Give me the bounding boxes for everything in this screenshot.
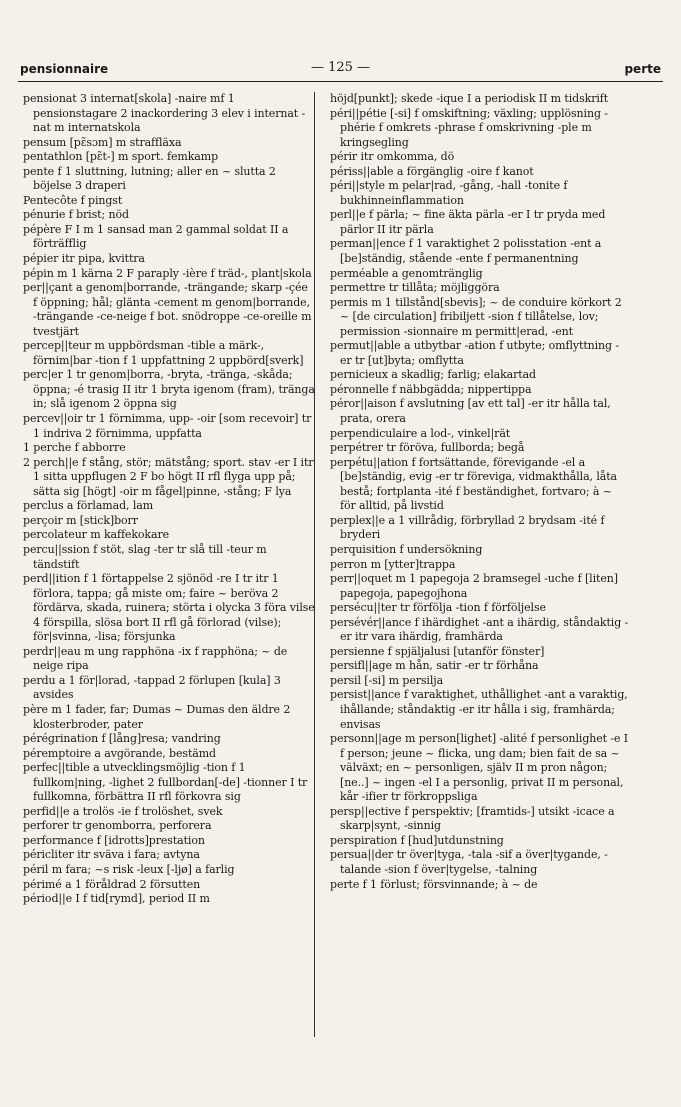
dictionary-entry: perron m [ytter]trappa [330,557,456,571]
dictionary-entry: pensum [pɛ̃sɔm] m straffläxa [23,135,182,149]
dictionary-entry: péremptoire a avgörande, bestämd [23,746,217,760]
dictionary-entry: persévér||ance f ihärdighet -ant a ihärdig, ståndaktig -er itr vara ihärdig, framhärda [330,615,629,644]
dictionary-entry: percolateur m kaffekokare [23,528,170,542]
dictionary-entry: père m 1 fader, far; Dumas ~ Dumas den äldre 2 klosterbroder, pater [23,702,294,731]
dictionary-entry: percu||ssion f stöt, slag -ter tr slå till -teur m tändstift [23,542,270,571]
dictionary-entry: pérégrination f [lång]resa; vandring [23,732,221,746]
dictionary-entry: persist||ance f varaktighet, uthållighet -ant a varaktig, ihållande; ståndaktig -er itr hålla i sig, framhärda; envisas [330,688,632,731]
dictionary-entry: höjd[punkt]; skede -ique I a periodisk II m tidskrift [330,92,609,105]
dictionary-entry: percep||teur m uppbördsman -tible a märk-, förnim|bar -tion f 1 uppfattning 2 uppbörd[sverk] [23,339,304,367]
dictionary-entry: persifl||age m hån, satir -er tr förhåna [330,659,539,673]
dictionary-entry: perspiration f [hud]utdunstning [330,833,504,847]
page-number: — 125 — [310,60,371,75]
column-divider [314,92,315,1037]
dictionary-entry: péronnelle f näbbgädda; nippertippa [330,382,532,396]
dictionary-entry: per||çant a genom|borrande, -trängande; skarp -çée f öppning; hål; glänta -cement m genom|borrande, -trängande -ce-neige f bot. snödroppe -ce-oreille m tvestjärt [23,281,315,338]
dictionary-entry: perte f 1 förlust; försvinnande; à ~ de [330,877,538,891]
header-right-word: perte [624,62,661,76]
dictionary-entry: perd||ition f 1 förtappelse 2 sjönöd -re I tr itr 1 förlora, tappa; gå miste om; faire ~ beröva 2 fördärva, skada, ruinera; störta i olycka 3 föra vilse 4 förspilla, slösa bort II rfl gå förlorad (vilse); för|svinna, -lisa; försjunka [23,572,319,644]
dictionary-entry: pépère F I m 1 sansad man 2 gammal soldat II a förträfflig [23,222,292,251]
dictionary-entry: Pentecôte f pingst [23,193,123,207]
dictionary-entry: pénurie f brist; nöd [23,208,129,222]
left-column [23,92,319,907]
dictionary-entry: perfec||tible a utvecklingsmöjlig -tion f 1 fullkom|ning, -lighet 2 fullbordan[-de] -tionner I tr fullkomna, förbättra II rfl förkovra sig [23,761,311,804]
dictionary-entry: pépin m 1 kärna 2 F paraply -ière f träd-, plant|skola [23,266,312,280]
dictionary-entry: perclus a förlamad, lam [23,499,154,513]
dictionary-entry: persécu||ter tr förfölja -tion f förföljelse [330,601,546,615]
dictionary-entry: 2 perch||e f stång, stör; mätstång; sport. stav -er I itr 1 sitta uppflugen 2 F bo högt II rfl flyga upp på; sätta sig [högt] -oir m fågel|pinne, -stång; F lya [23,455,317,498]
dictionary-entry: perman||ence f 1 varaktighet 2 polisstation -ent a [be]ständig, stående -ente f permanentning [330,237,605,266]
dictionary-entry: perl||e f pärla; ~ fine äkta pärla -er I tr pryda med pärlor II itr pärla [330,208,609,236]
dictionary-entry: perdu a 1 för|lorad, -tappad 2 förlupen [kula] 3 avsides [23,673,285,702]
dictionary-entry: périr itr omkomma, dö [330,150,455,164]
dictionary-entry: persienne f spjäljalusi [utanför fönster] [330,644,545,658]
header-rule [18,81,663,82]
dictionary-entry: péri||style m pelar|rad, -gång, -hall -tonite f bukhinneinflammation [330,179,571,207]
dictionary-entry: percev||oir tr 1 förnimma, upp- -oir [som recevoir] tr 1 indriva 2 förnimma, uppfatta [23,412,315,440]
dictionary-entry: performance f [idrotts]prestation [23,833,205,847]
dictionary-entry: permettre tr tillåta; möjliggöra [330,281,500,295]
dictionary-entry: périss||able a förgänglig -oire f kanot [330,164,534,178]
dictionary-entry: perr||oquet m 1 papegoja 2 bramsegel -uche f [liten] papegoja, papegojhona [330,572,622,600]
page-header [20,58,661,80]
dictionary-entry: permis m 1 tillstånd[sbevis]; ~ de conduire körkort 2 ~ [de circulation] fribiljett -sion f tillåtelse, lov; permission -sionnaire m permitt|erad, -ent [330,295,626,338]
dictionary-entry: persil [-si] m persilja [330,673,444,687]
dictionary-entry: perdr||eau m ung rapphöna -ix f rapphöna; ~ de neige ripa [23,644,291,673]
dictionary-entry: pentathlon [pɛ̃t-] m sport. femkamp [23,150,219,164]
dictionary-entry: péri||pétie [-si] f omskiftning; växling; upplösning -phérie f omkrets -phrase f omskrivning -ple m kringsegling [330,106,608,149]
dictionary-entry: perpétu||ation f fortsättande, förevigande -el a [be]ständig, evig -er tr föreviga, vidmakthålla, låta bestå; fortplanta -ité f beständighet, fortvaro; à ~ för alltid, på livstid [330,455,621,513]
dictionary-entry: personn||age m person[lighet] -alité f personlighet -e I f person; jeune ~ flicka, ung dam; bien fait de sa ~ välväxt; en ~ personligen, själv II m pron någon; [ne..] ~ ingen -el I a personlig, privat II m personal, kår -ifier tr förkroppsliga [330,732,632,804]
dictionary-entry: perfid||e a trolös -ie f trolöshet, svek [23,804,223,818]
dictionary-entry: perc|er 1 tr genom|borra, -bryta, -tränga, -skåda; öppna; -é trasig II itr 1 bryta igenom (fram), tränga in; slå igenom 2 öppna sig [23,368,319,411]
dictionary-entry: perforer tr genomborra, perforera [23,819,212,833]
dictionary-entry: persp||ective f perspektiv; [framtids-] utsikt -icace a skarp|synt, -sinnig [330,804,618,833]
dictionary-entry: 1 perche f abborre [23,441,126,455]
dictionary-entry: perpendiculaire a lod-, vinkel|rät [330,426,511,440]
dictionary-entry: perméable a genomtränglig [330,266,483,280]
header-left-word: pensionnaire [20,62,109,76]
dictionary-entry: perpétrer tr föröva, fullborda; begå [330,441,525,455]
dictionary-entry: permut||able a utbytbar -ation f utbyte; omflyttning -er tr [ut]byta; omflytta [330,339,619,367]
dictionary-entry: pente f 1 sluttning, lutning; aller en ~ slutta 2 böjelse 3 draperi [23,164,280,193]
dictionary-entry: périod||e I f tid[rymd], period II m [23,892,210,906]
dictionary-entry: perçoir m [stick]borr [23,513,138,527]
dictionary-entry: péril m fara; ~s risk -leux [-ljø] a farlig [23,862,235,876]
dictionary-entry: perquisition f undersökning [330,542,483,556]
dictionary-entry: pépier itr pipa, kvittra [23,252,145,266]
dictionary-entry: pernicieux a skadlig; farlig; elakartad [330,368,536,382]
dictionary-entry: péricliter itr sväva i fara; avtyna [23,848,200,862]
dictionary-entry: persua||der tr över|tyga, -tala -sif a över|tygande, -talande -sion f över|tygelse, -talning [330,848,608,876]
dictionary-entry: pensionat 3 internat[skola] -naire mf 1 pensionstagare 2 inackordering 3 elev i internat -nat m internatskola [23,92,306,135]
dictionary-entry: périmé a 1 föråldrad 2 försutten [23,877,201,891]
dictionary-entry: péror||aison f avslutning [av ett tal] -er itr hålla tal, prata, orera [330,397,615,426]
right-column [330,92,630,892]
dictionary-entry: perplex||e a 1 villrådig, förbryllad 2 brydsam -ité f bryderi [330,513,608,542]
